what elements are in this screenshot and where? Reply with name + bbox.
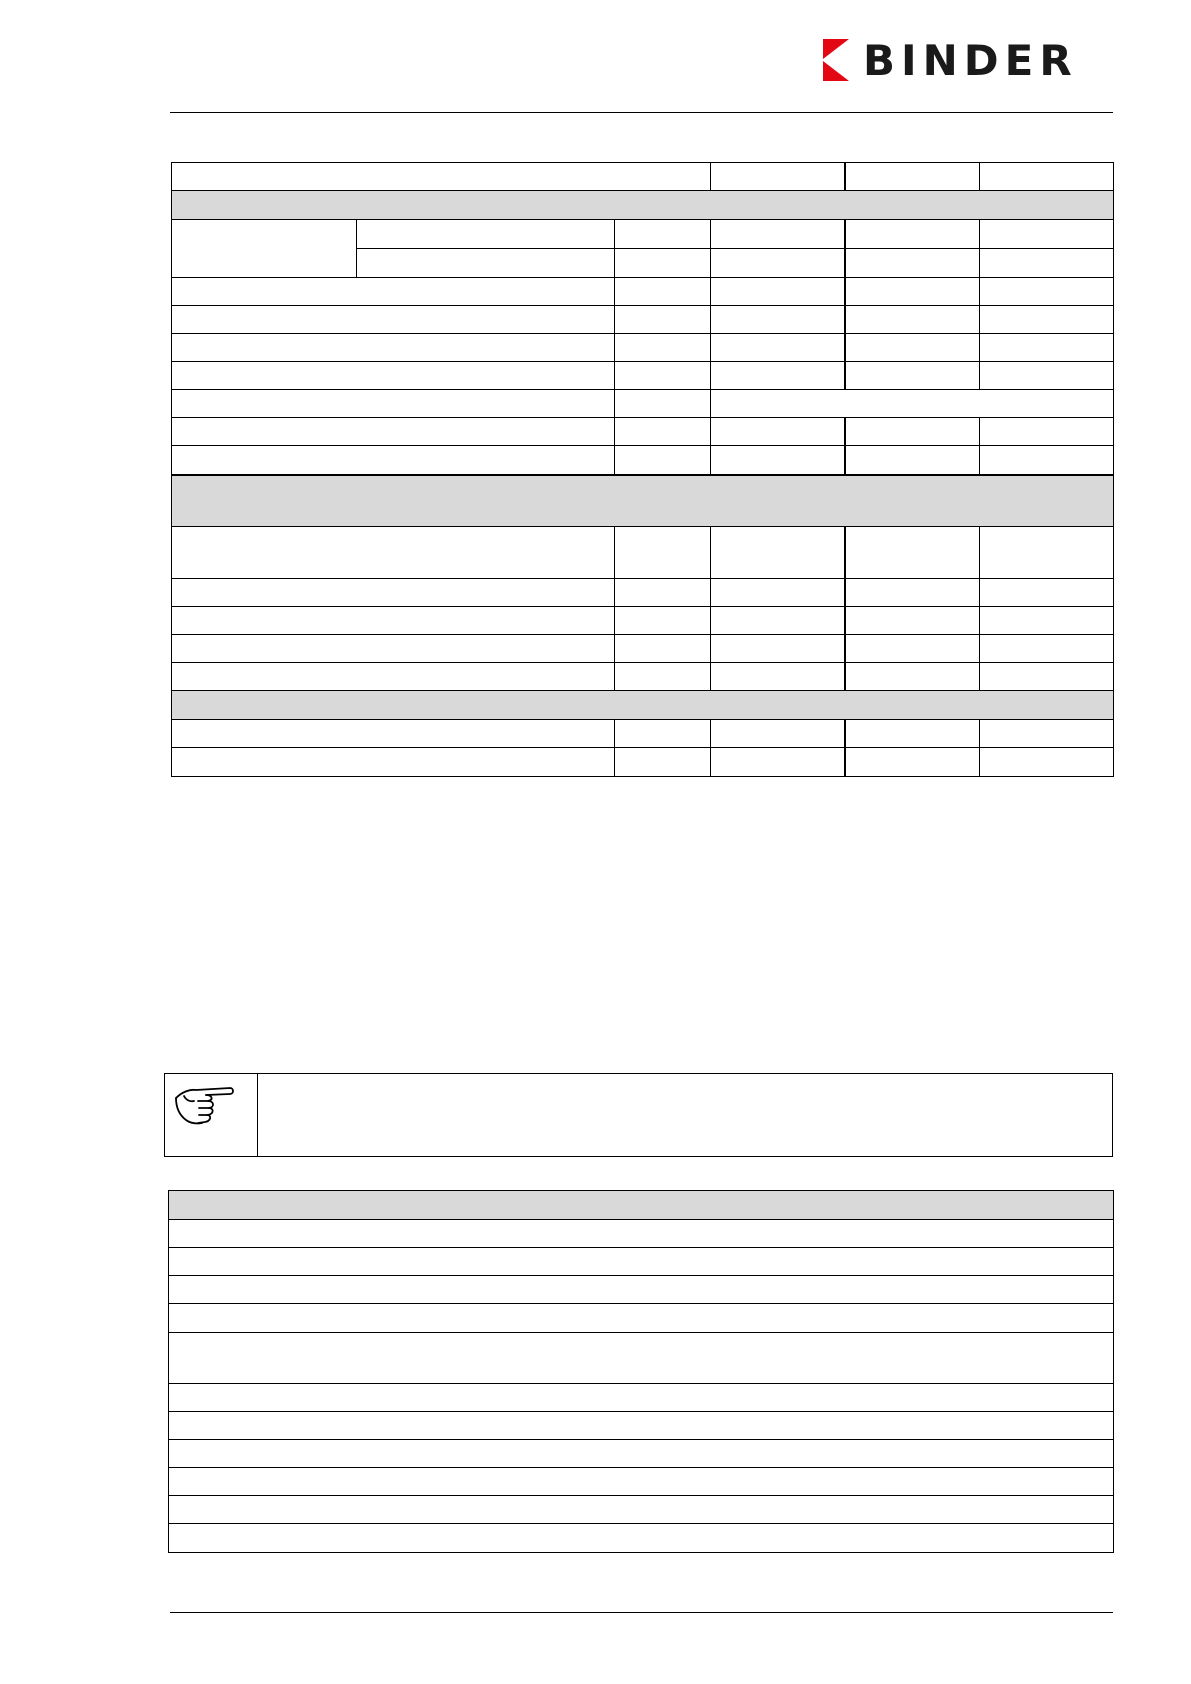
section-header-row (168, 1190, 1114, 1220)
table-cell (710, 445, 845, 475)
table-merged-cell (710, 389, 1114, 418)
table-cell (710, 634, 845, 663)
table-cell (356, 219, 615, 249)
table-row-label (171, 361, 615, 390)
table-cell (979, 333, 1114, 362)
table-row-label (171, 606, 615, 635)
table-row (168, 1523, 1114, 1553)
table-cell (844, 526, 980, 579)
table-cell (979, 662, 1114, 691)
table-cell (614, 305, 711, 334)
table-cell (844, 578, 980, 607)
table-cell (614, 445, 711, 475)
header-rule (170, 112, 1113, 113)
table-cell (979, 747, 1114, 777)
table-cell (614, 277, 711, 306)
table-row (168, 1332, 1114, 1384)
binder-arrow-icon (823, 39, 853, 83)
table-cell (979, 248, 1114, 278)
table-cell (844, 417, 980, 446)
table-cell (614, 389, 711, 418)
table-cell (614, 248, 711, 278)
table-row (168, 1303, 1114, 1333)
table-cell (710, 662, 845, 691)
section-header-row (171, 474, 1114, 527)
note-box (164, 1073, 1113, 1157)
table-cell (614, 361, 711, 390)
table-row-label (171, 305, 615, 334)
table-row (168, 1383, 1114, 1412)
table-row-label (171, 526, 615, 579)
table-cell (614, 219, 711, 249)
table-cell (979, 305, 1114, 334)
table-cell (979, 277, 1114, 306)
table-cell (844, 277, 980, 306)
table-row-label (171, 445, 615, 475)
table-row (168, 1219, 1114, 1248)
table-cell (710, 578, 845, 607)
table-row-label (171, 333, 615, 362)
logo-text: BINDER (863, 35, 1078, 85)
table-header-cell (844, 162, 980, 191)
table-row-label (171, 747, 615, 777)
table-row-label (171, 417, 615, 446)
table-cell (710, 219, 845, 249)
table-cell (614, 606, 711, 635)
table-cell (710, 747, 845, 777)
table-cell (844, 747, 980, 777)
note-icon-cell (165, 1074, 258, 1156)
table-cell (710, 719, 845, 748)
table-row-label (171, 662, 615, 691)
table-row-label (171, 634, 615, 663)
table-header-cell (979, 162, 1114, 191)
table-cell (614, 634, 711, 663)
table-cell (710, 361, 845, 390)
table-row-label (171, 578, 615, 607)
table-cell (710, 305, 845, 334)
pointing-hand-icon (172, 1080, 236, 1128)
table-row (168, 1439, 1114, 1468)
table-cell (979, 719, 1114, 748)
table-row (168, 1467, 1114, 1496)
table-row-label (171, 719, 615, 748)
section-header-row (171, 690, 1114, 720)
table-cell (844, 662, 980, 691)
table-cell (979, 578, 1114, 607)
table-row-label (171, 389, 615, 418)
table-cell (614, 578, 711, 607)
table-row-label (171, 277, 615, 306)
table-cell (979, 361, 1114, 390)
table-cell (979, 526, 1114, 579)
table-cell (844, 305, 980, 334)
table-cell (614, 747, 711, 777)
table-cell (614, 333, 711, 362)
table-row (168, 1275, 1114, 1304)
table-cell (844, 634, 980, 663)
table-cell (614, 719, 711, 748)
table-row (168, 1247, 1114, 1276)
table-cell (979, 219, 1114, 249)
table-cell (844, 606, 980, 635)
table-cell (710, 248, 845, 278)
table-cell (844, 719, 980, 748)
table-row (168, 1495, 1114, 1524)
table-cell (979, 634, 1114, 663)
table-cell (710, 333, 845, 362)
table-cell (710, 417, 845, 446)
table-cell (844, 361, 980, 390)
table-cell (979, 445, 1114, 475)
section-header-row (171, 190, 1114, 220)
table-cell (614, 662, 711, 691)
table-header-cell (171, 162, 711, 191)
table-cell (844, 445, 980, 475)
table-cell (614, 526, 711, 579)
table-row (168, 1411, 1114, 1440)
table-cell (979, 606, 1114, 635)
table-header-cell (710, 162, 845, 191)
table-cell (844, 333, 980, 362)
table-cell (710, 526, 845, 579)
table-cell (979, 417, 1114, 446)
table-cell (710, 277, 845, 306)
table-cell (844, 248, 980, 278)
table-cell (710, 606, 845, 635)
binder-logo (823, 35, 1113, 85)
table-cell (844, 219, 980, 249)
table-cell (614, 417, 711, 446)
table-cell (356, 248, 615, 278)
footer-rule (170, 1612, 1113, 1613)
table-row-label (171, 219, 357, 278)
